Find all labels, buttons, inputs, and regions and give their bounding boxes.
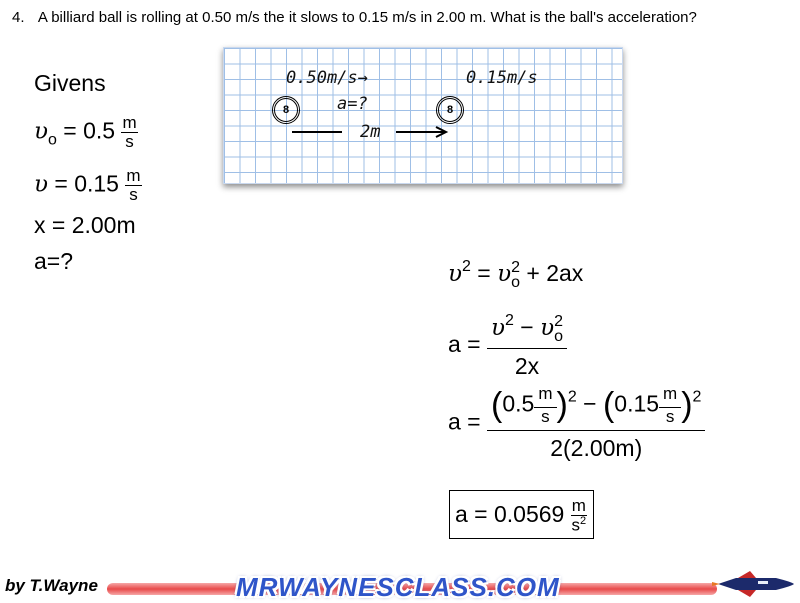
sketch-distance-label: 2m (360, 122, 381, 142)
fraction: (0.5 $\frac{m}{s}$ )$^2$ − (0.15 $\frac{m}{s}$ )$^2$ 2(2.00m) (487, 385, 705, 462)
site-logo-text: MRWAYNESCLASS.COM (236, 572, 560, 602)
problem-text: A billiard ball is rolling at 0.50 m/s the it slows to 0.15 m/s in 2.00 m. What is the ball's acceleration? (37, 9, 697, 26)
unit-fraction: $\frac{m}{s}$ (126, 166, 141, 204)
givens-heading: Givens (34, 70, 106, 96)
given-acceleration-unknown: a=? (34, 248, 74, 274)
unit-fraction: $\frac{m}{s}$ (122, 113, 137, 151)
billiard-ball-start-icon: 8 (272, 96, 300, 124)
rocket-logo-icon (712, 570, 796, 598)
given-final-velocity: υ = 0.15 $\frac{m}{s}$ (34, 166, 141, 204)
author-credit: by T.Wayne (5, 576, 98, 595)
problem-statement (12, 9, 697, 26)
problem-number: 4. (12, 9, 25, 26)
equation-solve-acceleration: a = $\upsilon^2 - \upsilon$ 2 o 2x (448, 312, 567, 380)
graph-paper-sketch (223, 47, 623, 184)
sketch-acceleration-unknown: a=? (337, 94, 368, 114)
fraction: $\upsilon^2 - \upsilon$ 2 o 2x (487, 312, 567, 380)
equation-kinematic: $\upsilon^2 = \upsilon$ 2 o + 2ax (448, 258, 584, 291)
given-initial-velocity: $\upsilon_o = 0.5$ $\frac{m}{s}$ (34, 113, 137, 151)
billiard-ball-end-icon: 8 (436, 96, 464, 124)
sketch-initial-velocity: 0.50m/s→ (286, 68, 368, 88)
answer-box: a = 0.0569 $\frac{m}{s^2}$ (449, 490, 594, 539)
sketch-final-velocity: 0.15m/s (466, 68, 538, 88)
equation-substitution: a = (0.5 $\frac{m}{s}$ )$^2$ − (0.15 $\frac{m}{s}$ )$^2$ 2(2.00m) (448, 385, 705, 462)
given-distance: x = 2.00m (34, 212, 136, 238)
